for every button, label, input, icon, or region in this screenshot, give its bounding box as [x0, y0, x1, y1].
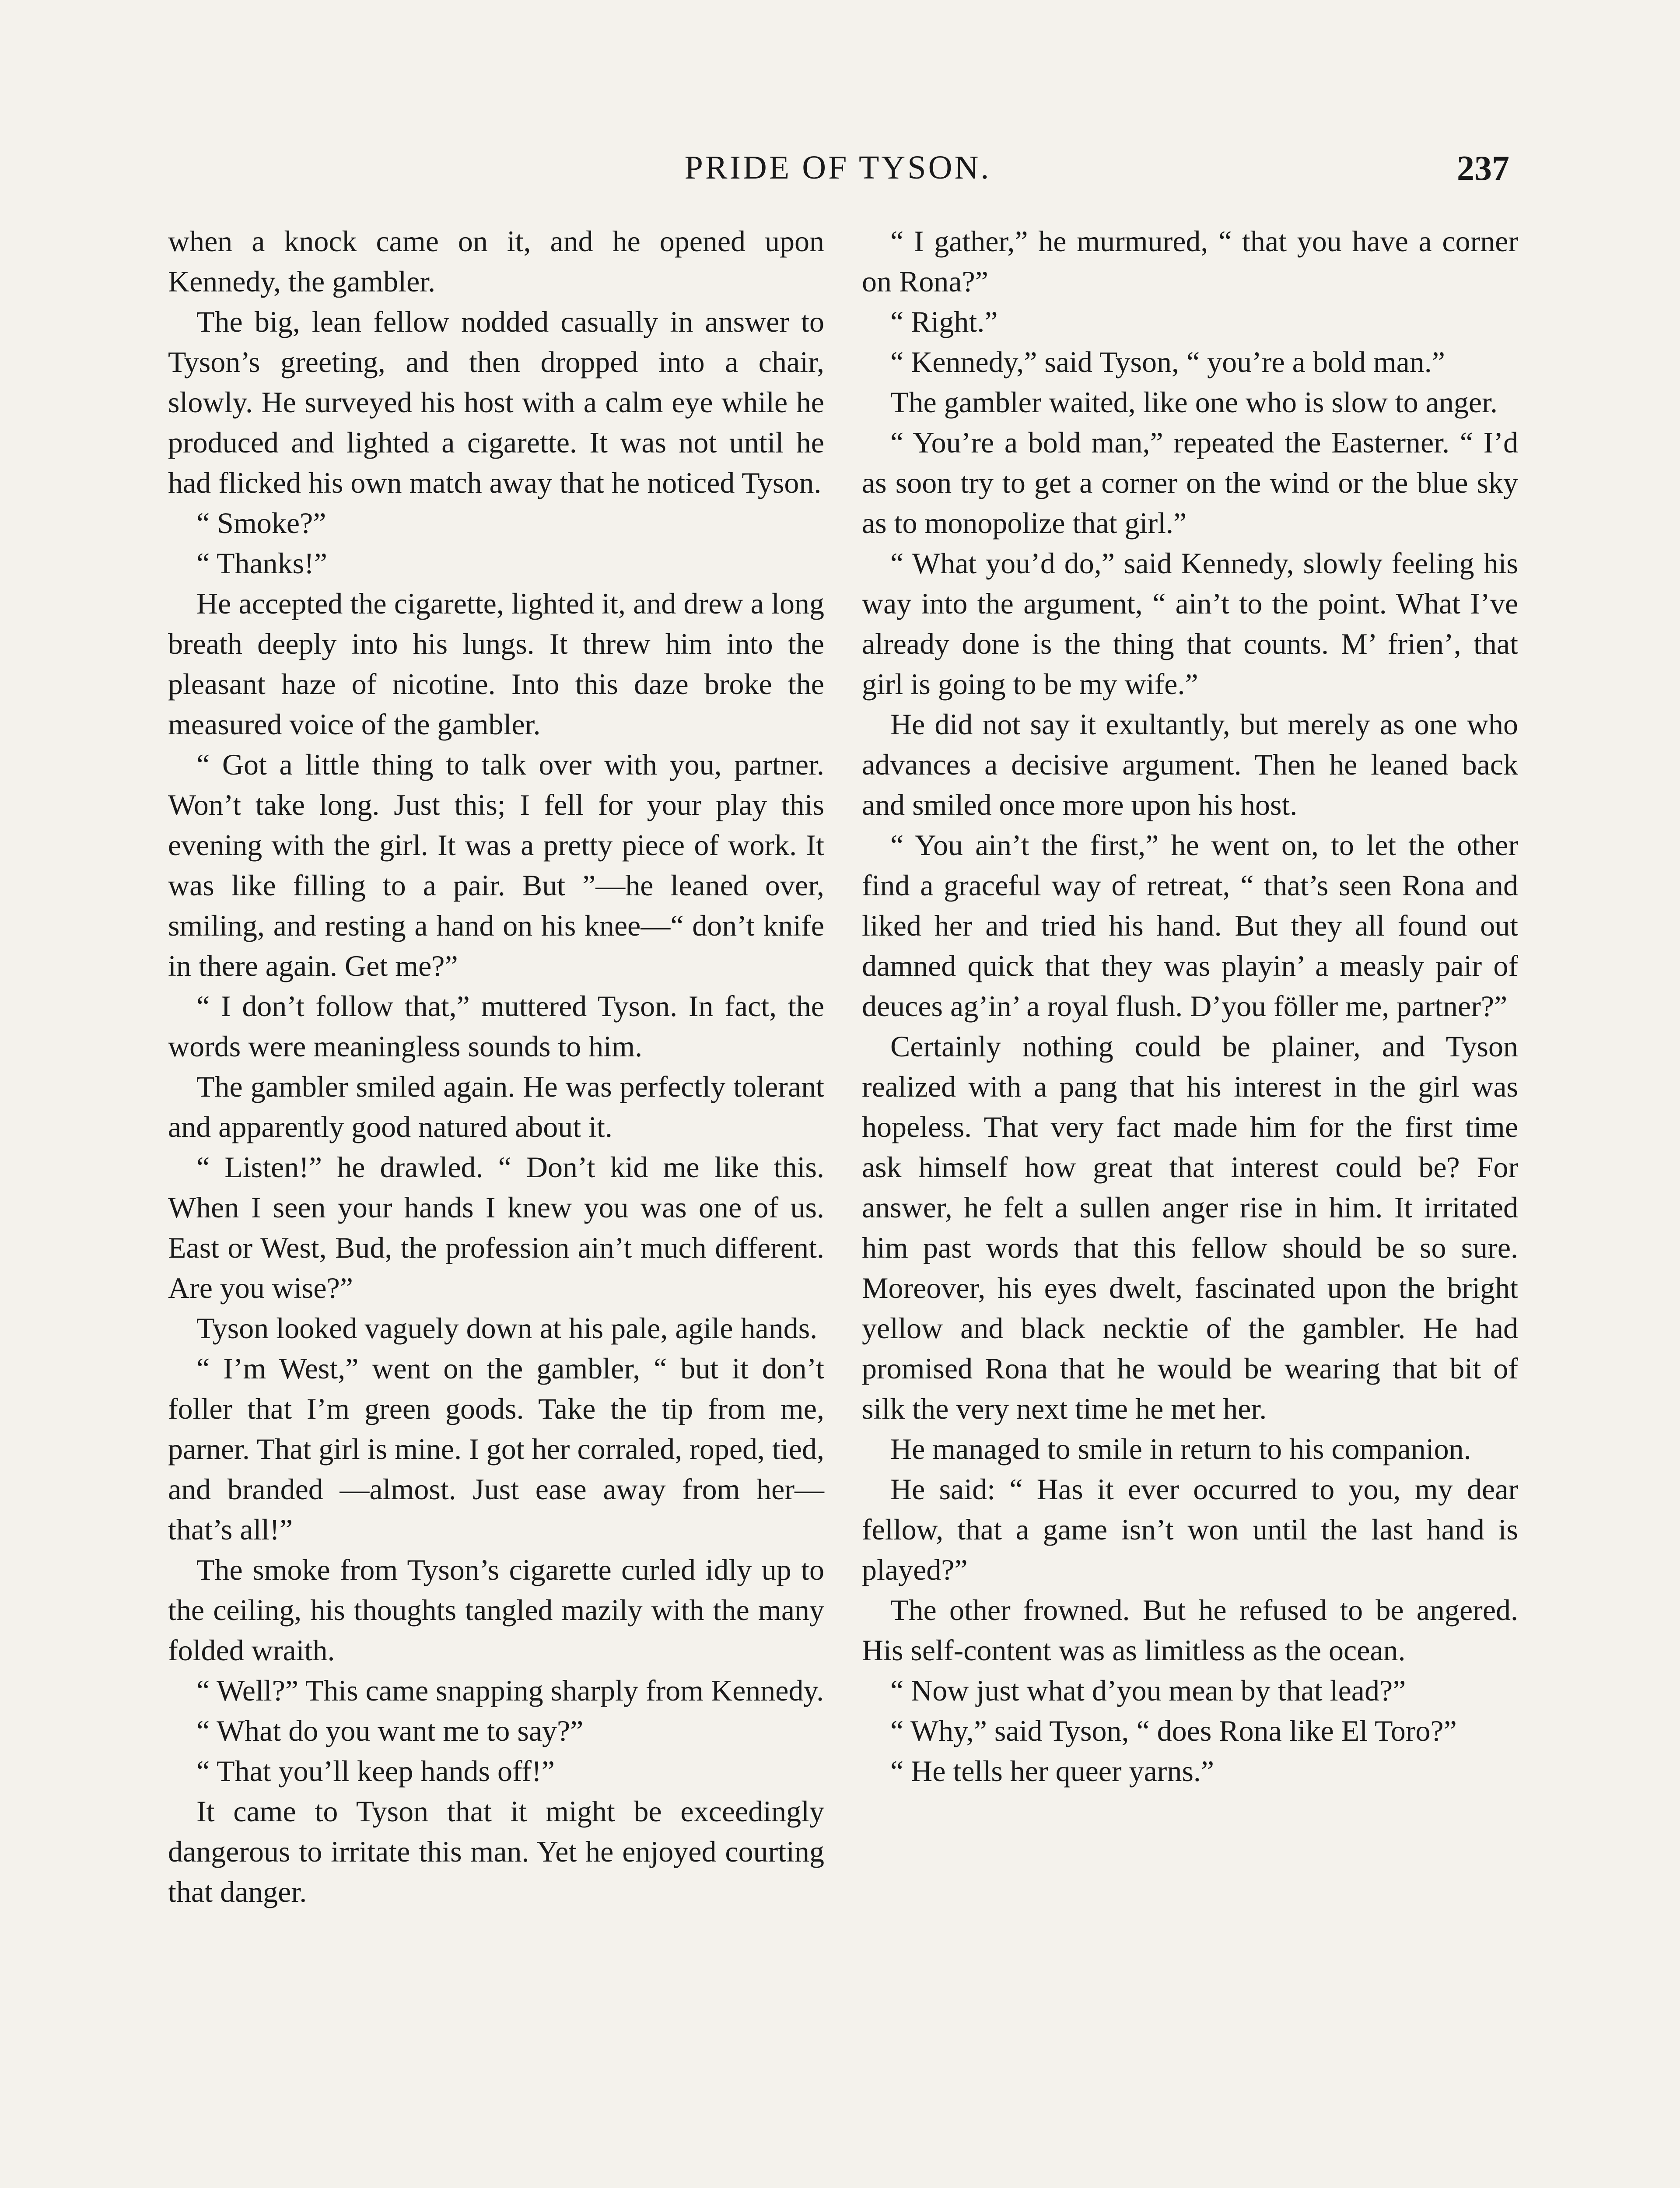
paragraph: “ Got a little thing to talk over with you, partner. Won’t take long. Just this; I fell for your play this evening with the girl. It was a pretty piece of work. It was like filling to a pair. But ”—he leaned over, smiling, and resting a hand on his knee—“ don’t knife in there again. Get me?”	[168, 748, 824, 982]
paragraph: “ That you’ll keep hands off!”	[196, 1754, 555, 1788]
paragraph: It came to Tyson that it might be exceedingly dangerous to irritate this man. Yet he enjoyed courting that danger.	[168, 1795, 824, 1908]
paragraph: The gambler waited, like one who is slow to anger.	[890, 386, 1498, 419]
paragraph: “ I gather,” he murmured, “ that you have a corner on Rona?”	[862, 224, 1518, 298]
paragraph: “ You’re a bold man,” repeated the Easterner. “ I’d as soon try to get a corner on the wind or the blue sky as to monopolize that girl.”	[862, 426, 1518, 540]
paragraph: The smoke from Tyson’s cigarette curled idly up to the ceiling, his thoughts tangled mazily with the many folded wraith.	[168, 1553, 824, 1667]
left-column	[168, 221, 824, 1912]
paragraph: “ Right.”	[890, 305, 998, 338]
paragraph: Tyson looked vaguely down at his pale, agile hands.	[196, 1311, 818, 1345]
paragraph: “ He tells her queer yarns.”	[890, 1754, 1214, 1788]
right-column	[862, 221, 1518, 1791]
paragraph: Certainly nothing could be plainer, and Tyson realized with a pang that his interest in the girl was hopeless. That very fact made him for the first time ask himself how great that interest could be? For answer, he felt a sullen anger rise in him. It irritated him past words that this fellow should be so sure. Moreover, his eyes dwelt, fascinated upon the bright yellow and black necktie of the gambler. He had promised Rona that he would be wearing that bit of silk the very next time he met her.	[862, 1030, 1518, 1425]
running-title: PRIDE OF TYSON.	[684, 149, 991, 186]
paragraph: “ Kennedy,” said Tyson, “ you’re a bold man.”	[890, 345, 1445, 379]
page-header	[166, 149, 1509, 201]
paragraph: He managed to smile in return to his companion.	[890, 1432, 1471, 1466]
paragraph: “ Listen!” he drawled. “ Don’t kid me like this. When I seen your hands I knew you was one of us. East or West, Bud, the profession ain’t much different. Are you wise?”	[168, 1150, 824, 1304]
paragraph: “ Why,” said Tyson, “ does Rona like El Toro?”	[890, 1714, 1457, 1747]
paragraph: “ What you’d do,” said Kennedy, slowly feeling his way into the argument, “ ain’t to the point. What I’ve already done is the thing that counts. M’ frien’, that girl is going to be my wife.”	[862, 547, 1518, 701]
page-number: 237	[1457, 149, 1509, 188]
paragraph: “ Thanks!”	[196, 547, 327, 580]
paragraph: He accepted the cigarette, lighted it, and drew a long breath deeply into his lungs. It threw him into the pleasant haze of nicotine. Into this daze broke the measured voice of the gambler.	[168, 587, 824, 741]
paragraph: He said: “ Has it ever occurred to you, my dear fellow, that a game isn’t won until the last hand is played?”	[862, 1473, 1518, 1586]
paragraph: “ Smoke?”	[196, 506, 326, 540]
paragraph: “ Well?” This came snapping sharply from Kennedy.	[196, 1674, 824, 1707]
paragraph: He did not say it exultantly, but merely as one who advances a decisive argument. Then he leaned back and smiled once more upon his host.	[862, 708, 1518, 821]
paragraph: The big, lean fellow nodded casually in answer to Tyson’s greeting, and then dropped into a chair, slowly. He surveyed his host with a calm eye while he produced and lighted a cigarette. It was not until he had flicked his own match away that he noticed Tyson.	[168, 305, 824, 499]
paragraph: The other frowned. But he refused to be angered. His self-content was as limitless as the ocean.	[862, 1593, 1518, 1667]
paragraph: when a knock came on it, and he opened upon Kennedy, the gambler.	[168, 224, 824, 298]
paragraph: “ You ain’t the first,” he went on, to let the other find a graceful way of retreat, “ that’s seen Rona and liked her and tried his hand. But they all found out damned quick that they was playin’ a measly pair of deuces ag’in’ a royal flush. D’you föller me, partner?”	[862, 828, 1518, 1023]
paragraph: The gambler smiled again. He was perfectly tolerant and apparently good natured about it.	[168, 1070, 824, 1143]
paragraph: “ What do you want me to say?”	[196, 1714, 584, 1747]
paragraph: “ Now just what d’you mean by that lead?”	[890, 1674, 1406, 1707]
paragraph: “ I don’t follow that,” muttered Tyson. In fact, the words were meaningless sounds to him.	[168, 989, 824, 1063]
paragraph: “ I’m West,” went on the gambler, “ but it don’t foller that I’m green goods. Take the tip from me, parner. That girl is mine. I got her corraled, roped, tied, and branded —almost. Just ease away from her—that’s all!”	[168, 1352, 824, 1546]
